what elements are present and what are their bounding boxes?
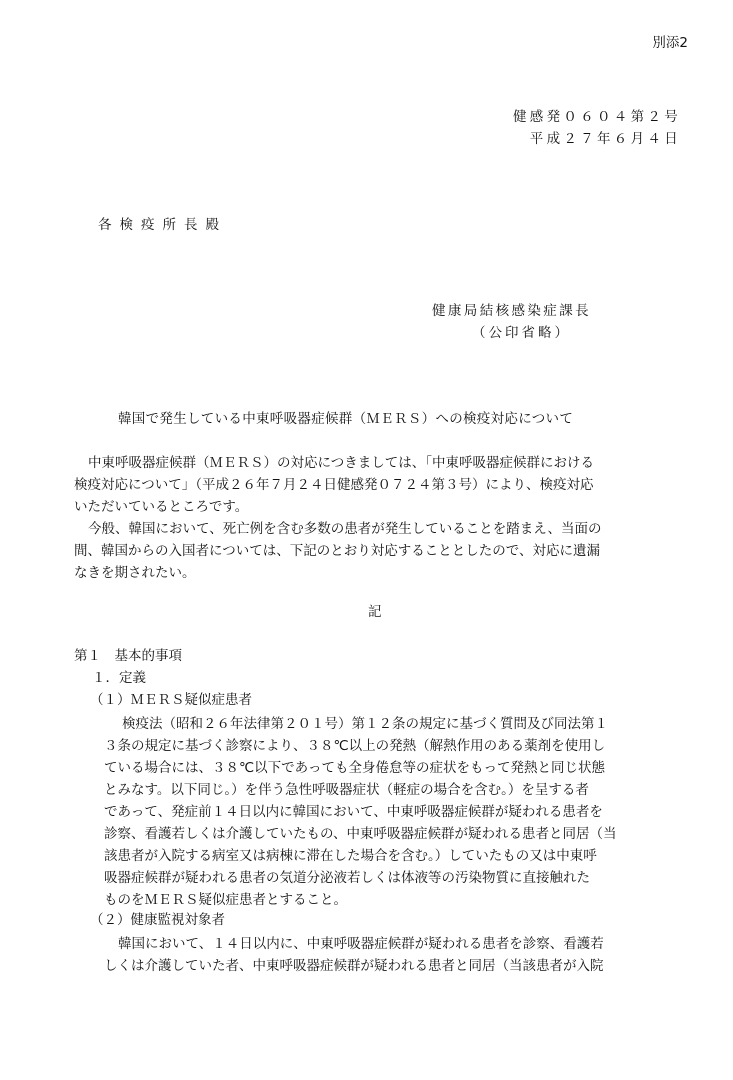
attachment-label: 別添2 [652,35,688,51]
item-heading: （２）健康監視対象者 [90,912,225,928]
item-body [104,933,604,977]
document-date: 平成２７年６月４日 [529,131,681,147]
item-line: 検疫法（昭和２６年法律第２０１号）第１２条の規定に基づく質問及び同法第１ [122,716,608,732]
subsection-heading: １．定義 [92,670,146,686]
item-line: 韓国において、１４日以内に、中東呼吸器症候群が疑われる患者を診察、看護若 [118,936,604,952]
item-line: とみなす。以下同じ。）を伴う急性呼吸器症状（軽症の場合を含む。）を呈する者 [104,782,589,798]
document-title: 韓国で発生している中東呼吸器症候群（ＭＥＲＳ）への検疫対応について [118,411,574,427]
item-body [104,713,616,911]
ki-marker: 記 [368,604,382,620]
intro-line: 検疫対応について」（平成２６年７月２４日健感発０７２４第３号）により、検疫対応 [74,477,594,493]
section-heading: 第１ 基本的事項 [74,648,182,664]
item-line: ている場合には、３８℃以下であっても全身倦怠等の症状をもって発熱と同じ状態 [104,760,606,776]
item-line: であって、発症前１４日以内に韓国において、中東呼吸器症候群が疑われる患者を [104,804,603,820]
item-line: 診察、看護若しくは介護していたもの、中東呼吸器症候群が疑われる患者と同居（当 [104,826,617,842]
intro-line: いただいているところです。 [74,499,249,515]
sender: 健康局結核感染症課長 [432,303,591,319]
seal-note: （公印省略） [472,325,571,341]
item-line: ３条の規定に基づく診察により、３８℃以上の発熱（解熱作用のある薬剤を使用し [104,738,606,754]
item-line: 該患者が入院する病室又は病棟に滞在した場合を含む。）していたもの又は中東呼 [104,848,597,864]
item-heading: （１）ＭＥＲＳ疑似症患者 [90,692,252,708]
item-line: 吸器症候群が疑われる患者の気道分泌液若しくは体液等の汚染物質に直接触れた [104,870,590,886]
intro-line: 中東呼吸器症候群（ＭＥＲＳ）の対応につきましては、「中東呼吸器症候群における [88,455,594,471]
document-number: 健感発０６０４第２号 [513,109,681,125]
intro-line: 今般、韓国において、死亡例を含む多数の患者が発生していることを踏まえ、当面の [88,521,602,537]
intro-paragraph [74,452,602,584]
intro-line: なきを期されたい。 [74,565,196,581]
intro-line: 間、韓国からの入国者については、下記のとおり対応することとしたので、対応に遺漏 [74,543,600,559]
item-line: ものをＭＥＲＳ疑似症患者とすること。 [104,892,347,908]
item-line: しくは介護していた者、中東呼吸器症候群が疑われる患者と同居（当該患者が入院 [104,958,604,974]
addressee: 各検疫所長殿 [98,217,227,233]
